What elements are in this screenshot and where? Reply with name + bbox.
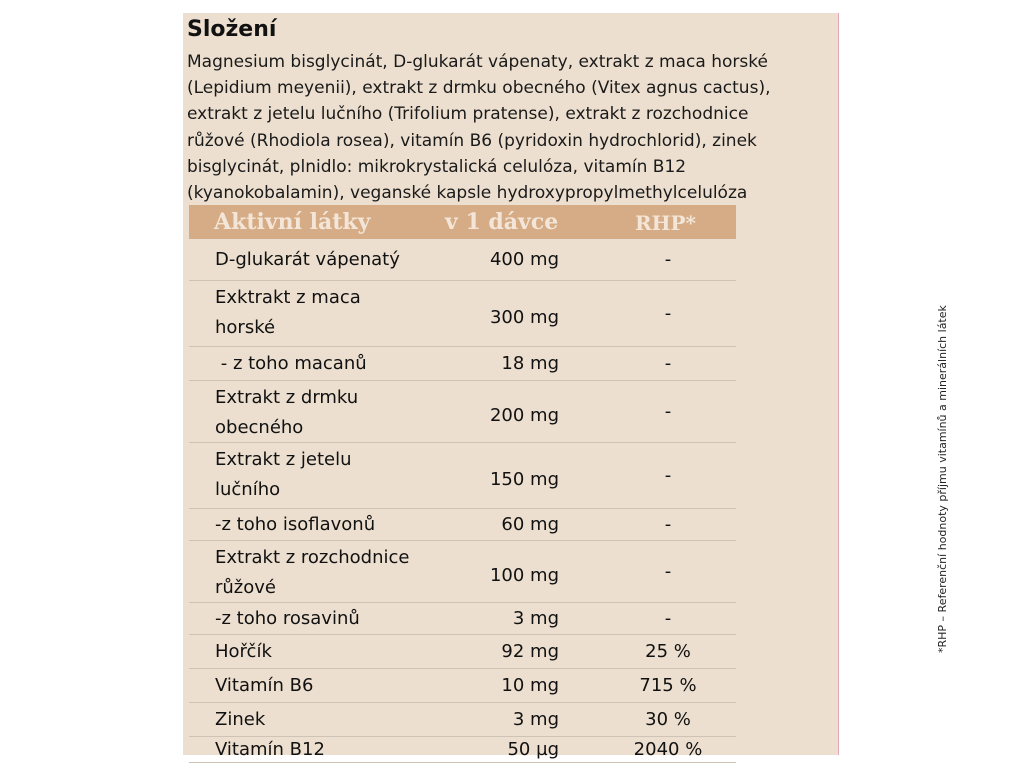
substance-name-line: Extrakt z drmku	[215, 387, 359, 408]
substance-name	[215, 349, 367, 379]
substance-name-line: Zinek	[215, 709, 266, 730]
substance-name-line: obecného	[215, 417, 304, 438]
ingredients-line: (kyanokobalamin), veganské kapsle hydroxypropylmethylcelulóza	[187, 183, 748, 204]
dose-value: 3 mg	[512, 608, 559, 629]
rhp-value: -	[664, 561, 672, 582]
substance-name	[215, 510, 375, 540]
dose-value: 150 mg	[489, 469, 559, 490]
substance-name-line: Hořčík	[215, 641, 272, 662]
ingredients-line: Magnesium bisglycinát, D-glukarát vápenaty, extrakt z maca horské	[187, 52, 768, 72]
table-row	[189, 239, 736, 281]
substance-name-line: Extrakt z jetelu	[215, 449, 352, 470]
section-title: Složení	[187, 17, 277, 42]
ingredients-text	[187, 49, 837, 206]
substance-name-line: D-glukarát vápenatý	[215, 249, 400, 270]
rhp-value: -	[664, 514, 672, 535]
substance-name-line: -z toho isoflavonů	[215, 514, 376, 535]
composition-panel	[183, 13, 949, 760]
rhp-value: -	[664, 249, 672, 270]
substance-name-line: lučního	[215, 479, 281, 500]
table-row	[189, 281, 736, 347]
table-row	[189, 443, 736, 509]
substance-name-line: horské	[215, 317, 276, 338]
rhp-value: 25 %	[645, 641, 691, 662]
dose-value: 92 mg	[501, 641, 559, 662]
substance-name-line: Exktrakt z maca	[215, 287, 361, 308]
dose-value: 300 mg	[489, 307, 559, 328]
dose-value: 3 mg	[512, 709, 559, 730]
dose-value: 200 mg	[489, 405, 559, 426]
substance-name	[215, 671, 313, 701]
table-row	[189, 509, 736, 541]
rhp-value: -	[664, 465, 672, 486]
header-rhp: RHP*	[635, 211, 697, 235]
dose-value: 50 µg	[507, 739, 559, 760]
table-row	[189, 603, 736, 635]
substance-name	[215, 245, 400, 275]
substance-name	[215, 604, 360, 634]
table-row	[189, 737, 736, 763]
table-row	[189, 347, 736, 381]
rhp-value: -	[664, 401, 672, 422]
table-row	[189, 703, 736, 737]
substance-name-line: růžové	[215, 577, 276, 598]
substance-name	[215, 637, 272, 667]
rhp-value: 30 %	[645, 709, 691, 730]
ingredients-line: extrakt z jetelu lučního (Trifolium pratense), extrakt z rozchodnice	[187, 104, 749, 125]
dose-value: 60 mg	[501, 514, 559, 535]
rhp-value: -	[664, 353, 672, 374]
dose-value: 18 mg	[501, 353, 559, 374]
dose-value: 10 mg	[501, 675, 559, 696]
rhp-value: -	[664, 303, 672, 324]
ingredients-line: (Lepidium meyenii), extrakt z drmku obecného (Vitex agnus cactus),	[187, 78, 771, 99]
rhp-value: 2040 %	[633, 739, 703, 760]
rhp-value: 715 %	[639, 675, 697, 696]
substance-name-line: -z toho rosavinů	[215, 608, 360, 629]
table-row	[189, 669, 736, 703]
table-row	[189, 541, 736, 603]
header-active-substances: Aktivní látky	[214, 209, 371, 235]
substance-name-line: - z toho macanů	[215, 353, 367, 374]
substance-name-line: Vitamín B12	[215, 739, 325, 760]
table-header	[189, 205, 736, 239]
nutrition-table	[189, 205, 736, 763]
dose-value: 400 mg	[489, 249, 559, 270]
substance-name	[215, 383, 358, 443]
ingredients-line: bisglycinát, plnidlo: mikrokrystalická celulóza, vitamín B12	[187, 156, 687, 177]
substance-name	[215, 445, 352, 505]
table-row	[189, 635, 736, 669]
substance-name	[215, 543, 409, 603]
rhp-footnote: *RHP – Referenční hodnoty příjmu vitamínů a minerálních látek	[936, 305, 949, 653]
substance-name-line: Extrakt z rozchodnice	[215, 547, 410, 568]
table-body	[189, 239, 736, 763]
dose-value: 100 mg	[489, 565, 559, 586]
table-row	[189, 381, 736, 443]
header-per-dose: v 1 dávce	[445, 209, 559, 235]
rhp-value: -	[664, 608, 672, 629]
ingredients-line: růžové (Rhodiola rosea), vitamín B6 (pyridoxin hydrochlorid), zinek	[187, 130, 757, 151]
substance-name	[215, 735, 325, 765]
substance-name-line: Vitamín B6	[215, 675, 314, 696]
substance-name	[215, 705, 265, 735]
substance-name	[215, 283, 361, 343]
